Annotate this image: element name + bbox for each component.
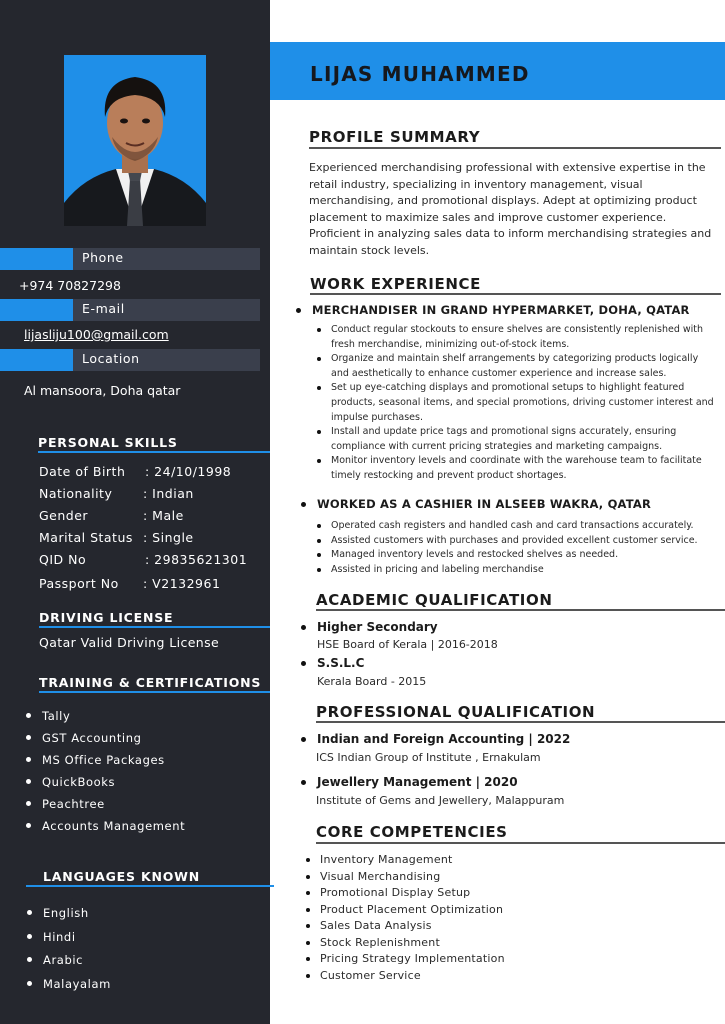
professional-rule [316,721,725,723]
list-item: English [27,904,111,928]
training-heading: TRAINING & CERTIFICATIONS [39,675,262,690]
email-link[interactable]: lijasliju100@gmail.com [24,327,169,342]
core-competencies-heading: CORE COMPETENCIES [316,823,508,841]
list-item: Accounts Management [26,817,185,839]
email-label-bar [0,299,260,321]
personal-skills-heading: PERSONAL SKILLS [38,435,178,450]
list-item: Managed inventory levels and restocked shelves as needed. [316,548,718,563]
list-item: Product Placement Optimization [305,902,505,919]
list-item: Assisted in pricing and labeling merchandise [316,563,718,578]
list-item: MS Office Packages [26,751,185,773]
professional-item-sub: Institute of Gems and Jewellery, Malappuram [316,794,565,807]
job-bullets-cashier [316,519,718,577]
profile-photo [64,55,206,226]
work-experience-heading: WORK EXPERIENCE [310,275,481,293]
driving-license-heading: DRIVING LICENSE [39,610,174,625]
list-item: Assisted customers with purchases and provided excellent customer service. [316,534,718,549]
professional-item-title: Jewellery Management | 2020 [301,775,518,789]
list-item: Peachtree [26,795,185,817]
list-item: Pricing Strategy Implementation [305,951,505,968]
list-item: Set up eye-catching displays and promotional setups to highlight featured products, seasonal items, and special promotions, driving customer interest and impulse purchases. [316,381,718,425]
phone-label: Phone [82,250,124,265]
list-item: GST Accounting [26,729,185,751]
profile-summary-rule [309,147,721,149]
training-rule [39,691,270,693]
detail-row-dob: Date of Birth : 24/10/1998 [39,464,232,479]
professional-item-sub: ICS Indian Group of Institute , Ernakulam [316,751,541,764]
languages-heading: LANGUAGES KNOWN [43,869,200,884]
list-item: Install and update price tags and promotional signs accurately, ensuring compliance with current pricing strategies and marketing campaigns. [316,425,718,454]
location-value: Al mansoora, Doha qatar [24,383,181,398]
list-item: Monitor inventory levels and coordinate with the warehouse team to facilitate timely restocking and prevent product shortages. [316,454,718,483]
languages-rule [26,885,274,887]
list-item: Stock Replenishment [305,935,505,952]
email-label: E-mail [82,301,125,316]
training-list [26,707,185,839]
list-item: Hindi [27,928,111,952]
core-competencies-rule [316,842,725,844]
list-item: Operated cash registers and handled cash and card transactions accurately. [316,519,718,534]
list-item: QuickBooks [26,773,185,795]
list-item: Promotional Display Setup [305,885,505,902]
candidate-name: LIJAS MUHAMMED [310,62,530,86]
detail-row-nationality: Nationality : Indian [39,486,194,501]
phone-value: +974 70827298 [19,278,121,293]
driving-license-rule [39,626,270,628]
job-title-merchandiser: MERCHANDISER IN GRAND HYPERMARKET, DOHA, QATAR [296,303,690,317]
personal-skills-rule [38,451,270,453]
academic-item-sub: Kerala Board - 2015 [317,675,427,688]
profile-summary-heading: PROFILE SUMMARY [309,128,481,146]
academic-item-sub: HSE Board of Kerala | 2016-2018 [317,638,498,651]
list-item: Customer Service [305,968,505,985]
phone-label-bar [0,248,260,270]
sidebar [0,0,270,1024]
list-item: Arabic [27,951,111,975]
list-item: Malayalam [27,975,111,999]
job-bullets-merchandiser [316,323,718,484]
professional-heading: PROFESSIONAL QUALIFICATION [316,703,596,721]
location-label-bar [0,349,260,371]
job-title-cashier: WORKED AS A CASHIER IN ALSEEB WAKRA, QATAR [301,497,651,511]
list-item: Conduct regular stockouts to ensure shelves are consistently replenished with fresh merchandise, minimizing out-of-stock items. [316,323,718,352]
list-item: Organize and maintain shelf arrangements by categorizing products logically and aesthetically to enhance customer experience and increase sales. [316,352,718,381]
academic-rule [316,609,725,611]
detail-row-qid: QID No : 29835621301 [39,552,248,567]
detail-row-passport: Passport No : V2132961 [39,576,221,591]
professional-item-title: Indian and Foreign Accounting | 2022 [301,732,570,746]
profile-summary-text: Experienced merchandising professional with extensive expertise in the retail industry, specializing in inventory management, visual merchandising, and promotional displays. Adept at optimizing product placement to maximize sales and improve customer experience. Proficient in analyzing sales data to inform merchandising strategies and maintain stock levels. [309,161,712,257]
languages-list [27,904,111,998]
academic-item-title: Higher Secondary [301,620,438,634]
list-item: Visual Merchandising [305,869,505,886]
detail-row-marital-status: Marital Status : Single [39,530,194,545]
academic-heading: ACADEMIC QUALIFICATION [316,591,553,609]
core-competencies-list [305,852,505,984]
location-label: Location [82,351,140,366]
driving-license-text: Qatar Valid Driving License [39,635,220,650]
list-item: Tally [26,707,185,729]
list-item: Sales Data Analysis [305,918,505,935]
name-banner [270,42,725,100]
work-experience-rule [310,293,721,295]
list-item: Inventory Management [305,852,505,869]
academic-item-title: S.S.L.C [301,656,364,670]
detail-row-gender: Gender : Male [39,508,184,523]
